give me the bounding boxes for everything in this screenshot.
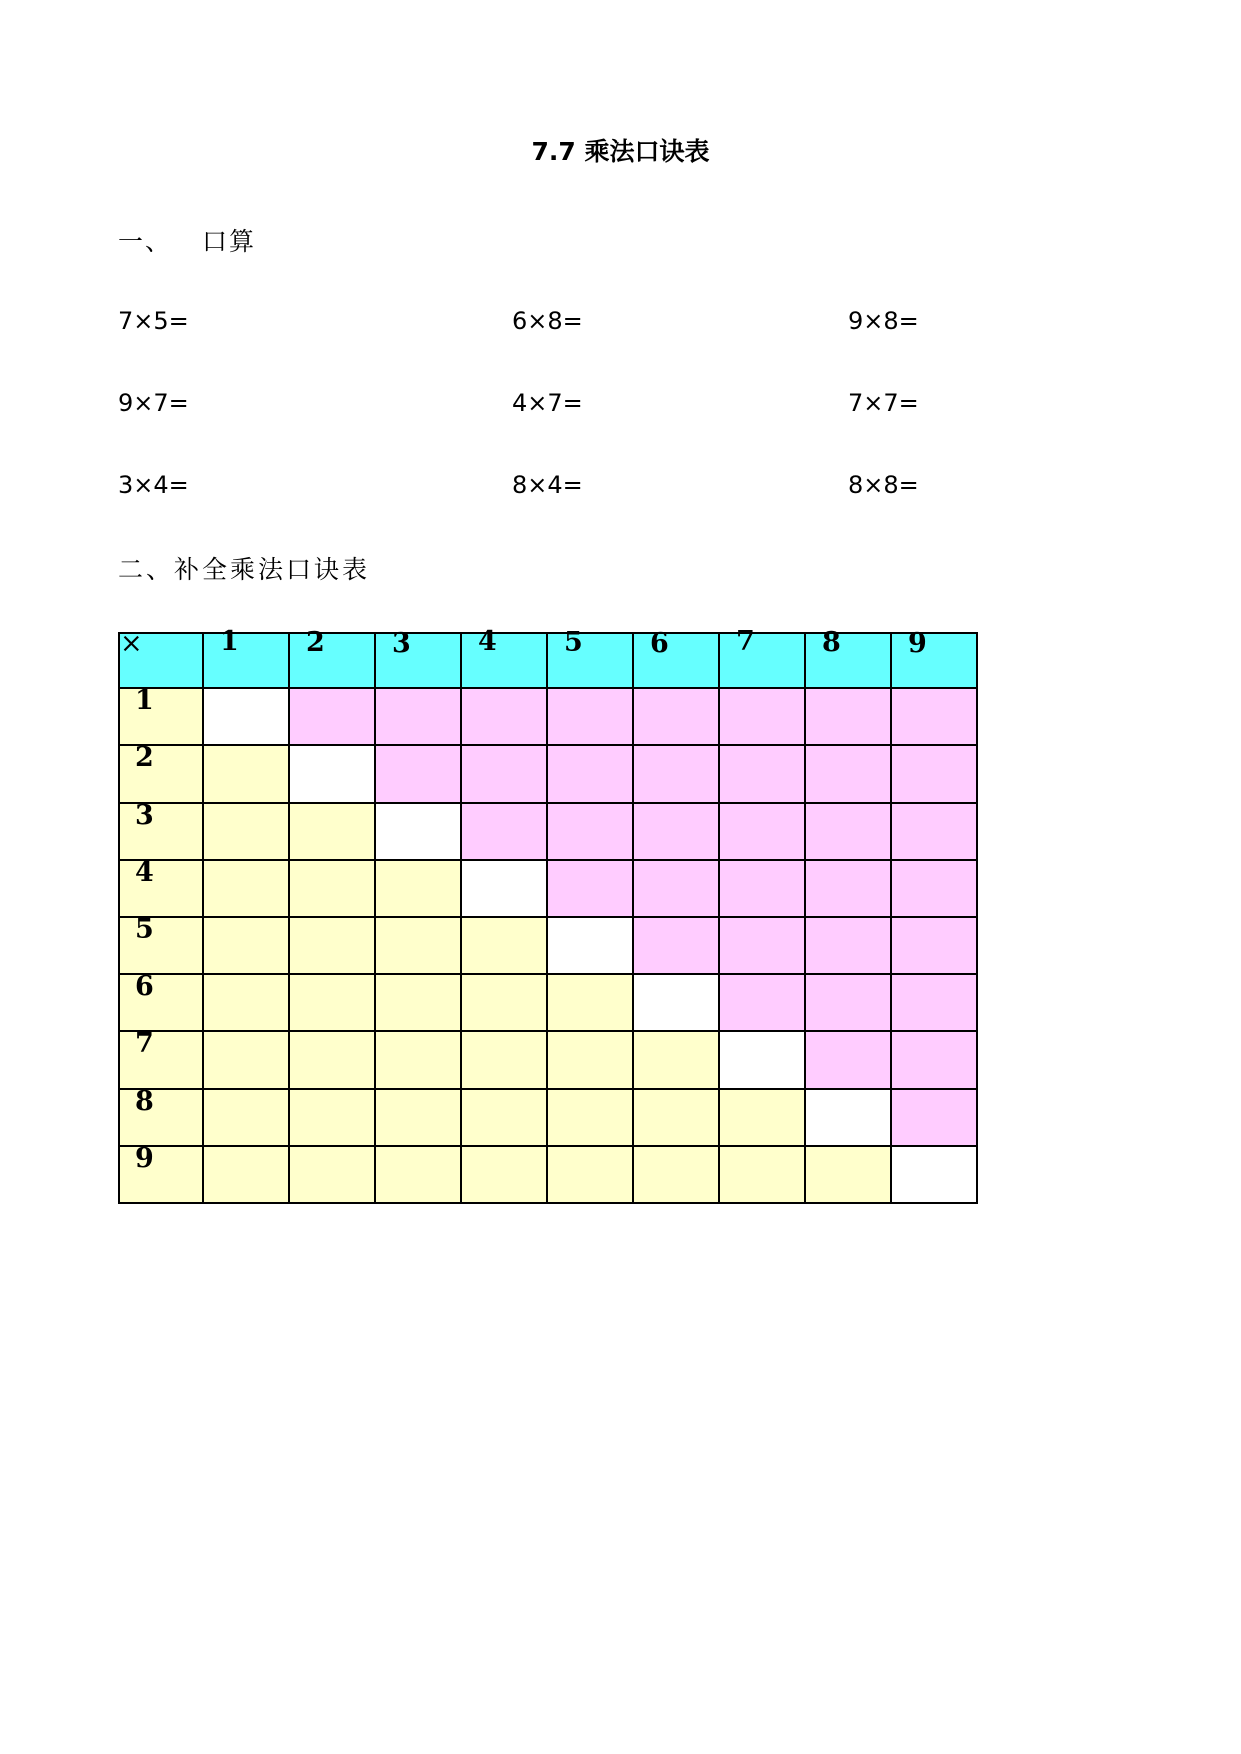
row-header-cell — [118, 1028, 204, 1089]
problem-7: 3×4= — [118, 471, 189, 499]
table-cell-lower[interactable] — [204, 804, 290, 861]
col-header-cell — [462, 632, 548, 689]
table-cell-upper[interactable] — [376, 689, 462, 746]
table-cell-upper[interactable] — [290, 689, 376, 746]
table-cell-upper[interactable] — [634, 804, 720, 861]
table-cell-lower[interactable] — [204, 1090, 290, 1147]
table-cell-upper[interactable] — [806, 689, 892, 746]
table-cell-upper[interactable] — [548, 746, 634, 803]
table-cell-upper[interactable] — [720, 746, 806, 803]
row-header-cell — [118, 742, 204, 803]
problem-2: 6×8= — [512, 307, 583, 335]
multiplication-table — [118, 626, 978, 1204]
table-cell-upper[interactable] — [462, 804, 548, 861]
table-cell-lower[interactable] — [204, 918, 290, 975]
col-header-cell — [376, 628, 462, 689]
table-cell-upper[interactable] — [634, 746, 720, 803]
table-cell-upper[interactable] — [548, 689, 634, 746]
table-cell-upper[interactable] — [720, 918, 806, 975]
table-cell-upper[interactable] — [806, 861, 892, 918]
table-cell-upper[interactable] — [548, 804, 634, 861]
table-cell-upper[interactable] — [376, 746, 462, 803]
page-title: 7.7 乘法口诀表 — [531, 137, 710, 166]
problem-1: 7×5= — [118, 307, 189, 335]
col-header-4: 4 — [478, 626, 497, 657]
table-cell-upper[interactable] — [892, 861, 978, 918]
col-header-2: 2 — [306, 627, 325, 658]
table-cell-lower[interactable] — [548, 975, 634, 1032]
table-cell-upper[interactable] — [892, 918, 978, 975]
table-cell-lower[interactable] — [548, 1090, 634, 1147]
table-cell-upper[interactable] — [892, 1032, 978, 1089]
table-cell-upper[interactable] — [720, 975, 806, 1032]
col-header-cell — [806, 632, 892, 689]
row-header-cell — [118, 1085, 204, 1147]
table-cell-lower[interactable] — [290, 861, 376, 918]
table-cell-lower[interactable] — [634, 1032, 720, 1089]
row-header-9: 9 — [135, 1142, 154, 1174]
table-cell-upper[interactable] — [892, 1090, 978, 1147]
col-header-6: 6 — [650, 628, 669, 659]
table-cell-lower[interactable] — [376, 1032, 462, 1089]
table-cell-lower[interactable] — [462, 918, 548, 975]
col-header-8: 8 — [822, 627, 841, 658]
table-cell-diagonal[interactable] — [634, 975, 720, 1032]
problem-5: 4×7= — [512, 389, 583, 417]
table-cell-diagonal[interactable] — [462, 861, 548, 918]
table-cell-upper[interactable] — [720, 689, 806, 746]
table-cell-lower[interactable] — [634, 1147, 720, 1204]
table-cell-lower[interactable] — [290, 1090, 376, 1147]
table-cell-upper[interactable] — [634, 861, 720, 918]
table-cell-lower[interactable] — [548, 1032, 634, 1089]
problem-6: 7×7= — [848, 389, 919, 417]
row-header-1: 1 — [135, 685, 154, 717]
table-cell-diagonal[interactable] — [892, 1147, 978, 1204]
table-cell-lower[interactable] — [204, 1147, 290, 1204]
table-cell-upper[interactable] — [720, 861, 806, 918]
table-cell-lower[interactable] — [806, 1147, 892, 1204]
table-cell-diagonal[interactable] — [720, 1032, 806, 1089]
table-cell-lower[interactable] — [204, 975, 290, 1032]
table-cell-upper[interactable] — [806, 1032, 892, 1089]
row-header-5: 5 — [135, 914, 154, 945]
table-cell-upper[interactable] — [892, 689, 978, 746]
table-cell-upper[interactable] — [634, 689, 720, 746]
col-header-1: 1 — [220, 626, 239, 657]
table-cell-upper[interactable] — [892, 975, 978, 1032]
table-cell-lower[interactable] — [462, 1090, 548, 1147]
table-cell-upper[interactable] — [892, 746, 978, 803]
row-header-8: 8 — [135, 1085, 154, 1117]
table-cell-lower[interactable] — [204, 746, 290, 803]
problem-8: 8×4= — [512, 471, 583, 499]
row-header-cell — [118, 856, 204, 918]
section-1-title: 口算 — [202, 227, 257, 256]
col-header-9: 9 — [908, 628, 927, 659]
row-header-7: 7 — [135, 1028, 154, 1060]
row-header-3: 3 — [135, 799, 154, 831]
table-cell-diagonal[interactable] — [376, 804, 462, 861]
table-cell-diagonal[interactable] — [290, 746, 376, 803]
table-cell-lower[interactable] — [376, 975, 462, 1032]
table-cell-lower[interactable] — [462, 975, 548, 1032]
table-cell-diagonal[interactable] — [548, 918, 634, 975]
table-cell-lower[interactable] — [290, 804, 376, 861]
row-header-cell — [118, 1142, 204, 1204]
table-cell-diagonal[interactable] — [204, 689, 290, 746]
table-cell-upper[interactable] — [548, 861, 634, 918]
table-cell-lower[interactable] — [462, 1032, 548, 1089]
col-header-cell — [892, 628, 978, 689]
col-header-3: 3 — [392, 628, 411, 659]
table-cell-upper[interactable] — [892, 804, 978, 861]
table-cell-lower[interactable] — [376, 861, 462, 918]
problem-3: 9×8= — [848, 307, 919, 335]
table-cell-upper[interactable] — [806, 975, 892, 1032]
table-cell-lower[interactable] — [290, 975, 376, 1032]
table-cell-lower[interactable] — [290, 918, 376, 975]
table-cell-lower[interactable] — [634, 1090, 720, 1147]
table-cell-lower[interactable] — [376, 918, 462, 975]
table-cell-lower[interactable] — [548, 1147, 634, 1204]
table-cell-upper[interactable] — [806, 746, 892, 803]
table-cell-upper[interactable] — [634, 918, 720, 975]
table-cell-lower[interactable] — [720, 1090, 806, 1147]
problem-4: 9×7= — [118, 389, 189, 417]
col-header-cell — [204, 632, 290, 689]
problem-9: 8×8= — [848, 471, 919, 499]
table-cell-lower[interactable] — [462, 1147, 548, 1204]
section-2-heading: 二、补全乘法口诀表 — [118, 555, 371, 584]
col-header-cell — [634, 628, 720, 689]
row-header-4: 4 — [135, 856, 154, 888]
row-header-2: 2 — [135, 742, 154, 774]
row-header-6: 6 — [135, 971, 154, 1003]
table-cell-upper[interactable] — [462, 689, 548, 746]
section-1-heading — [118, 222, 256, 258]
table-cell-lower[interactable] — [290, 1147, 376, 1204]
corner-label: × — [120, 628, 143, 659]
row-header-cell — [118, 971, 204, 1032]
row-header-cell — [118, 799, 204, 861]
table-cell-upper[interactable] — [720, 804, 806, 861]
table-cell-lower[interactable] — [376, 1147, 462, 1204]
col-header-cell — [290, 632, 376, 689]
table-cell-lower[interactable] — [204, 861, 290, 918]
row-header-cell — [118, 685, 204, 746]
col-header-cell — [720, 632, 806, 689]
table-cell-upper[interactable] — [806, 918, 892, 975]
table-cell-lower[interactable] — [204, 1032, 290, 1089]
table-cell-lower[interactable] — [376, 1090, 462, 1147]
col-header-5: 5 — [564, 627, 583, 658]
col-header-cell — [548, 632, 634, 689]
section-1-number: 一、 — [118, 227, 173, 256]
table-cell-lower[interactable] — [290, 1032, 376, 1089]
table-cell-upper[interactable] — [462, 746, 548, 803]
col-header-7: 7 — [736, 626, 755, 657]
table-cell-diagonal[interactable] — [806, 1090, 892, 1147]
table-cell-upper[interactable] — [806, 804, 892, 861]
row-header-cell — [118, 914, 204, 975]
table-cell-lower[interactable] — [720, 1147, 806, 1204]
